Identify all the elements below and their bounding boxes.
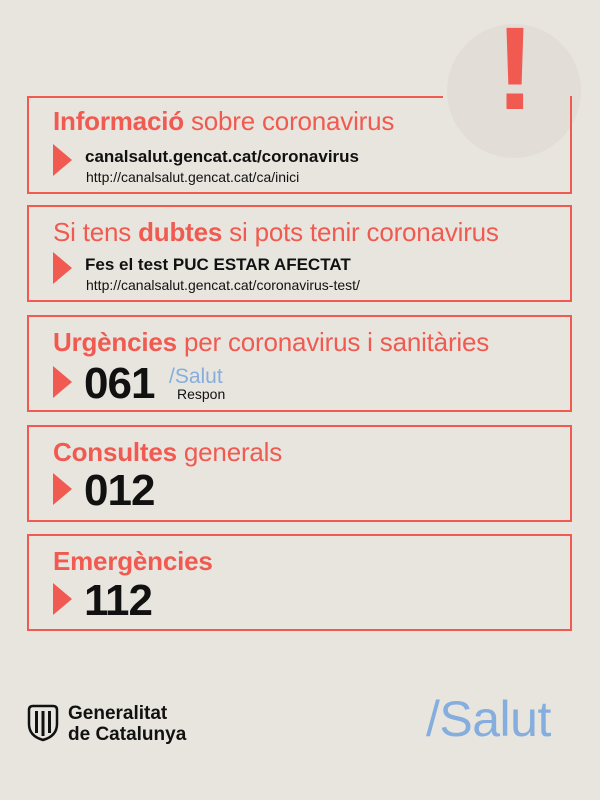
consultes-title-bold: Consultes <box>53 437 177 467</box>
test-title <box>53 217 499 248</box>
arrow-right-icon <box>53 366 72 398</box>
arrow-right-icon <box>53 144 72 176</box>
consultes-card <box>27 425 572 522</box>
salut-brand: /Salut <box>426 691 551 747</box>
org-line-1: Generalitat <box>68 703 168 724</box>
info-title-bold: Informació <box>53 106 184 136</box>
generalitat-name <box>68 703 186 745</box>
exclamation-icon: ! <box>495 3 535 135</box>
test-url[interactable]: http://canalsalut.gencat.cat/coronavirus-test/ <box>86 277 360 293</box>
card-border-top <box>27 96 443 98</box>
info-title-rest: sobre coronavirus <box>183 106 395 136</box>
arrow-right-icon <box>53 473 72 505</box>
test-title-rest: si pots tenir coronavirus <box>222 217 499 247</box>
test-title-pre: Si tens <box>53 217 139 247</box>
emergencies-title <box>53 546 213 577</box>
consultes-number[interactable]: 012 <box>84 466 155 515</box>
test-title-bold: dubtes <box>138 217 223 247</box>
consultes-title <box>53 437 282 468</box>
org-line-2: de Catalunya <box>68 724 187 745</box>
salut-respon-label: Respon <box>177 386 226 402</box>
info-title <box>53 106 394 137</box>
test-link[interactable]: Fes el test PUC ESTAR AFECTAT <box>85 255 351 274</box>
urgencies-title-bold: Urgències <box>53 327 177 357</box>
urgencies-number[interactable]: 061 <box>84 359 155 408</box>
urgencies-card <box>27 315 572 412</box>
emergencies-number[interactable]: 112 <box>84 576 152 625</box>
urgencies-title <box>53 327 489 358</box>
consultes-title-rest: generals <box>176 437 283 467</box>
info-link[interactable]: canalsalut.gencat.cat/coronavirus <box>85 147 359 166</box>
info-url[interactable]: http://canalsalut.gencat.cat/ca/inici <box>86 169 300 185</box>
urgencies-title-rest: per coronavirus i sanitàries <box>176 327 490 357</box>
info-card <box>27 96 572 194</box>
generalitat-logo-icon <box>27 704 59 742</box>
emergencies-card <box>27 534 572 631</box>
arrow-right-icon <box>53 583 72 615</box>
arrow-right-icon <box>53 252 72 284</box>
emergencies-title-bold: Emergències <box>53 546 213 576</box>
salut-respon-brand: /Salut <box>169 365 223 388</box>
test-card <box>27 205 572 302</box>
